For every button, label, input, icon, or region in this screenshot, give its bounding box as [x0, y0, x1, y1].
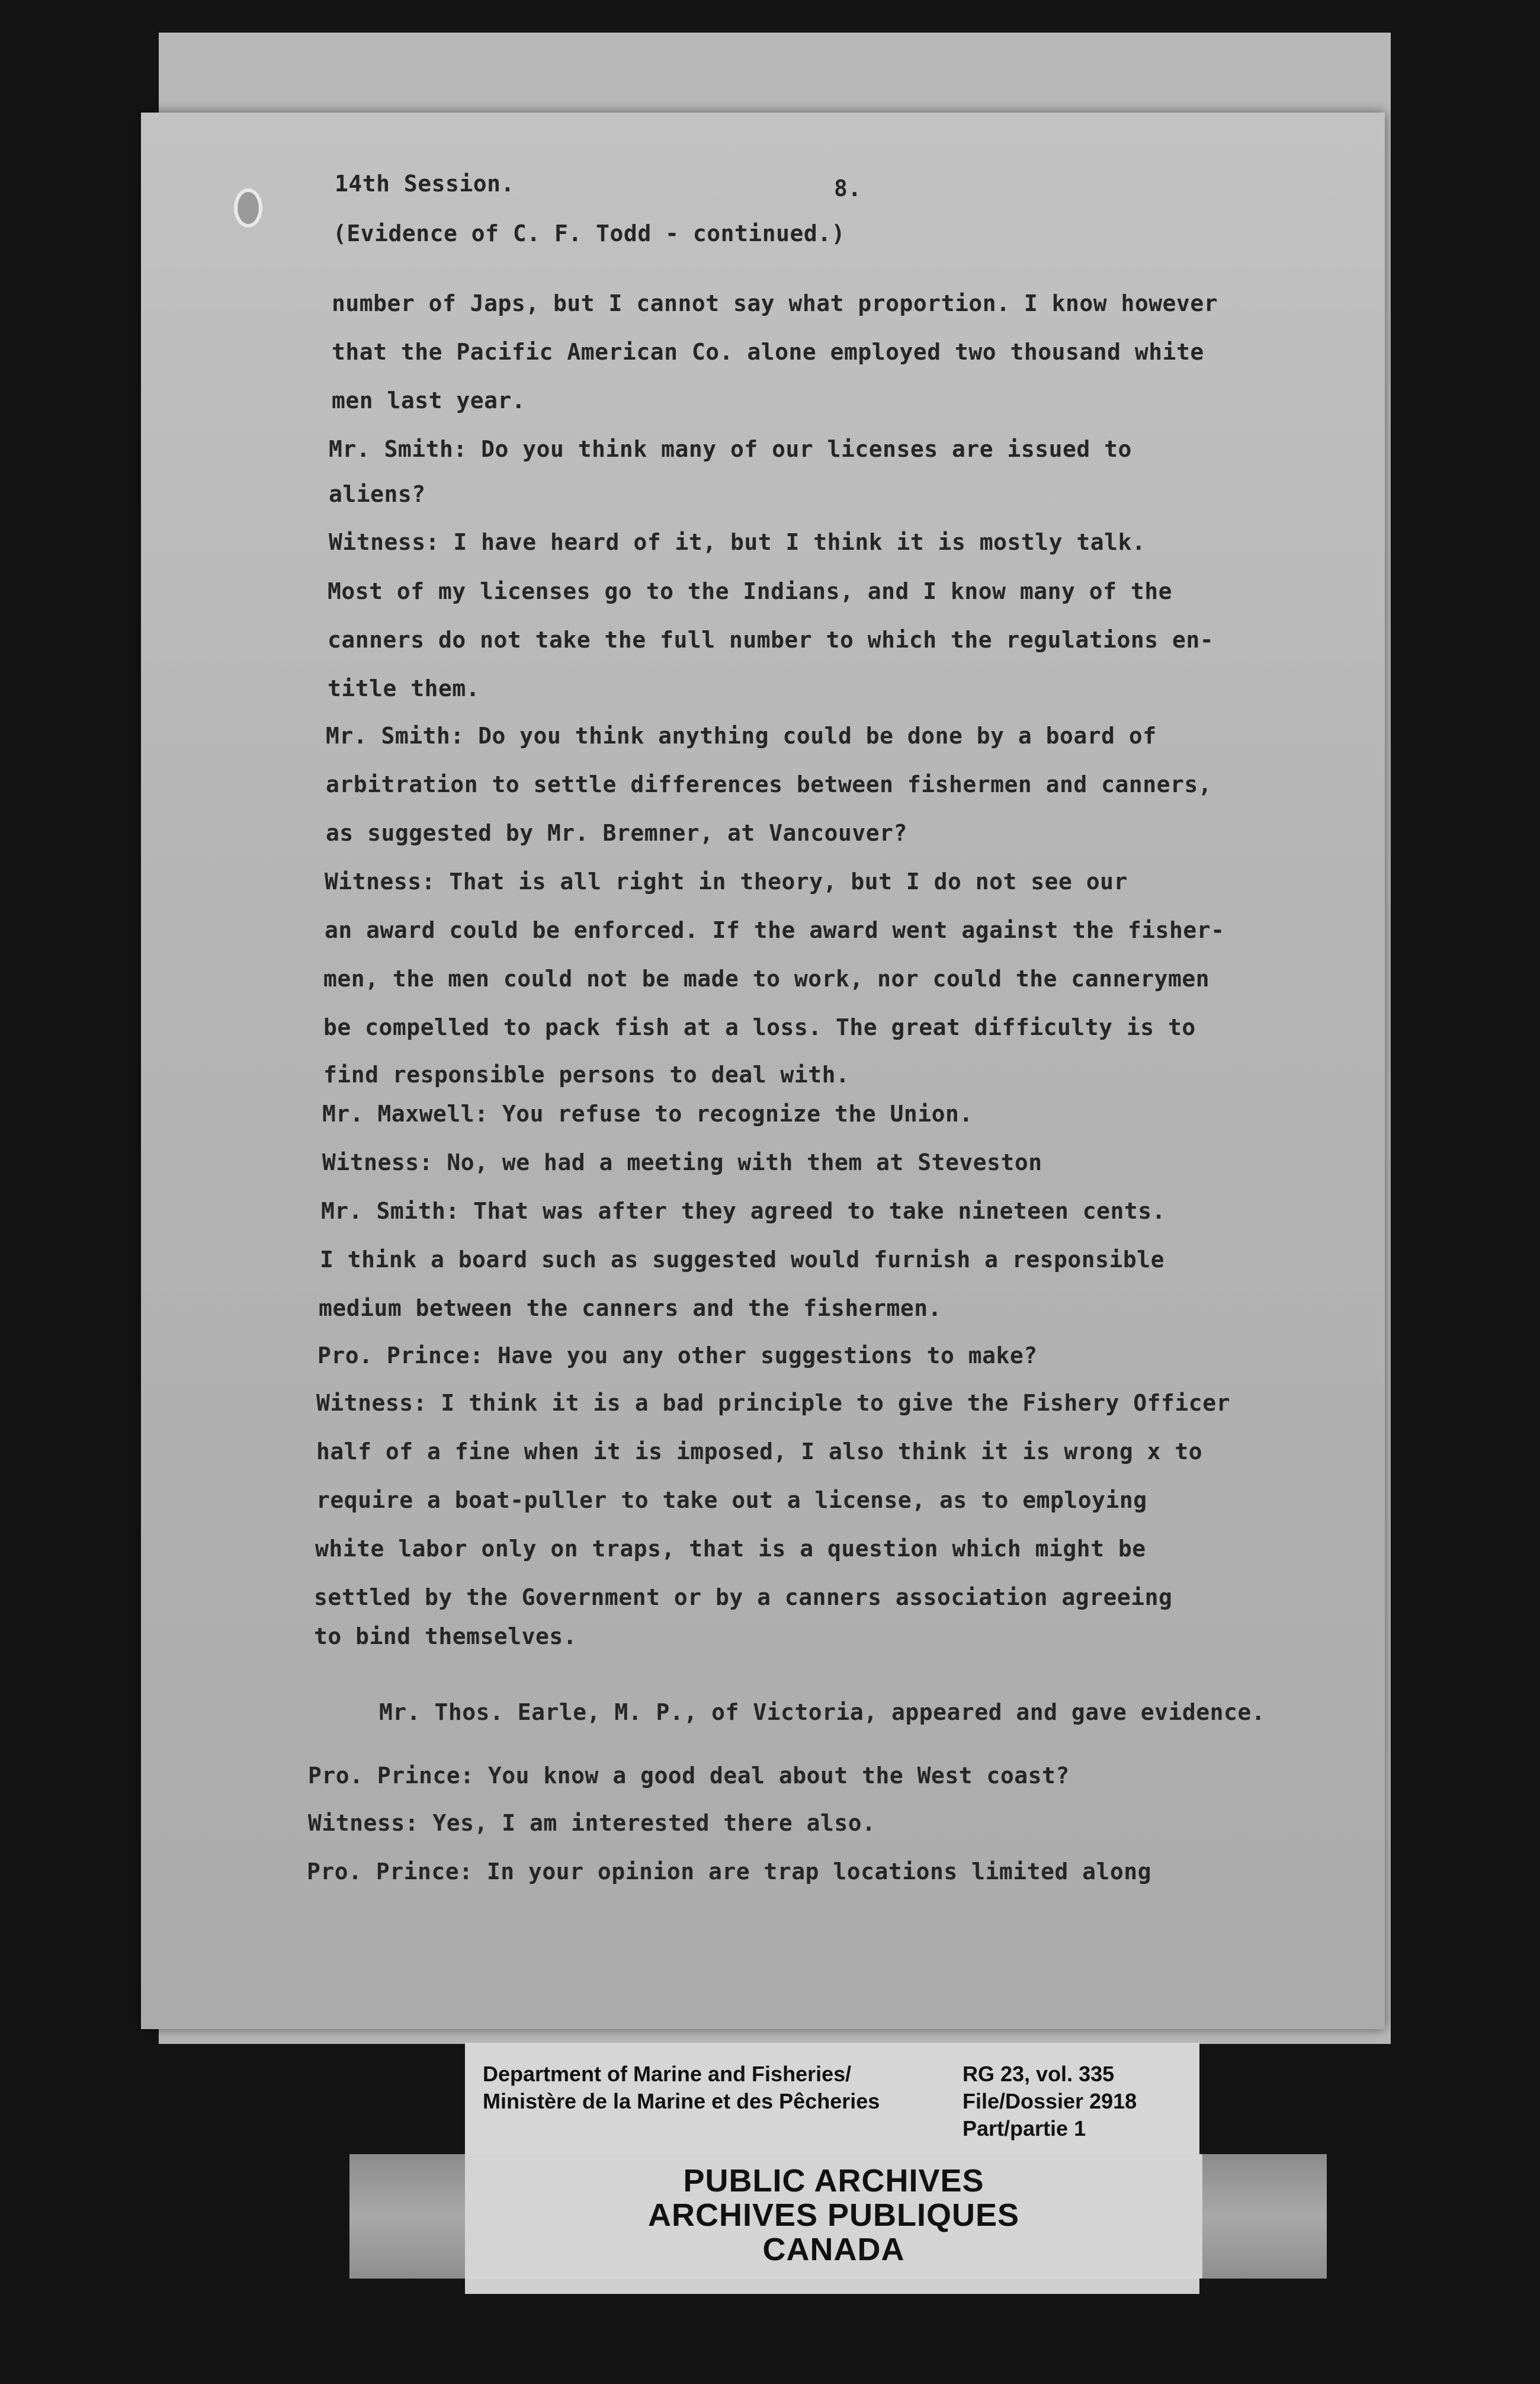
text-line: an award could be enforced. If the award went against the fisher- [325, 917, 1225, 943]
text-line: to bind themselves. [314, 1623, 578, 1649]
evidence-subheader: (Evidence of C. F. Todd - continued.) [333, 220, 845, 246]
department-french: Ministère de la Marine et des Pêcheries [483, 2089, 880, 2113]
stamp-line-french: ARCHIVES PUBLIQUES [647, 2197, 1020, 2233]
text-line: be compelled to pack fish at a loss. The great difficulty is to [323, 1014, 1196, 1040]
file-reference [962, 2061, 1137, 2142]
session-header: 14th Session. [335, 171, 515, 197]
text-line: Witness: No, we had a meeting with them at Steveston [322, 1149, 1042, 1175]
text-line: Witness: That is all right in theory, but I do not see our [325, 869, 1128, 895]
archives-stamp [349, 2154, 1327, 2279]
text-line: half of a fine when it is imposed, I also think it is wrong x to [316, 1438, 1203, 1465]
text-line: Mr. Thos. Earle, M. P., of Victoria, appeared and gave evidence. [379, 1699, 1266, 1725]
text-line: Mr. Smith: That was after they agreed to take nineteen cents. [321, 1198, 1166, 1224]
text-line: canners do not take the full number to which the regulations en- [328, 627, 1214, 653]
text-line: find responsible persons to deal with. [323, 1062, 850, 1088]
text-line: Mr. Smith: Do you think many of our licenses are issued to [329, 436, 1132, 462]
text-line: arbitration to settle differences between fishermen and canners, [326, 771, 1212, 797]
file-dossier: File/Dossier 2918 [962, 2089, 1137, 2113]
text-line: Mr. Smith: Do you think anything could be done by a board of [326, 723, 1157, 749]
text-line: Witness: Yes, I am interested there also. [308, 1810, 876, 1836]
text-line: as suggested by Mr. Bremner, at Vancouver? [326, 820, 907, 846]
text-line: white labor only on traps, that is a question which might be [315, 1536, 1146, 1562]
text-line: Pro. Prince: In your opinion are trap locations limited along [307, 1859, 1152, 1885]
part-number: Part/partie 1 [962, 2116, 1086, 2141]
text-line: men last year. [332, 387, 526, 414]
text-line: title them. [328, 675, 480, 701]
department-name [483, 2061, 880, 2115]
text-line: men, the men could not be made to work, nor could the cannerymen [323, 966, 1210, 992]
archive-label [465, 2043, 1199, 2158]
label-bottom-strip [465, 2279, 1199, 2294]
text-line: medium between the canners and the fishermen. [319, 1295, 942, 1321]
text-line: Witness: I think it is a bad principle to give the Fishery Officer [316, 1390, 1230, 1416]
text-line: number of Japs, but I cannot say what proportion. I know however [332, 290, 1218, 316]
text-line: Most of my licenses go to the Indians, and I know many of the [328, 578, 1173, 604]
record-group: RG 23, vol. 335 [962, 2062, 1115, 2086]
text-line: aliens? [329, 481, 426, 507]
text-line: that the Pacific American Co. alone employed two thousand white [332, 339, 1204, 365]
punch-hole [234, 188, 262, 227]
text-line: Witness: I have heard of it, but I think it is mostly talk. [329, 529, 1146, 555]
text-line: I think a board such as suggested would furnish a responsible [320, 1247, 1165, 1273]
page-number: 8. [834, 175, 862, 201]
stamp-plate [465, 2154, 1202, 2279]
text-line: Pro. Prince: Have you any other suggestions to make? [317, 1342, 1038, 1369]
stamp-line-english: PUBLIC ARCHIVES [683, 2163, 984, 2199]
stamp-line-country: CANADA [762, 2232, 905, 2267]
text-line: require a boat-puller to take out a license, as to employing [316, 1487, 1147, 1513]
department-english: Department of Marine and Fisheries/ [483, 2062, 852, 2086]
text-line: Pro. Prince: You know a good deal about the West coast? [308, 1763, 1070, 1789]
text-line: Mr. Maxwell: You refuse to recognize the Union. [322, 1101, 973, 1127]
text-line: settled by the Government or by a canners association agreeing [314, 1584, 1173, 1610]
